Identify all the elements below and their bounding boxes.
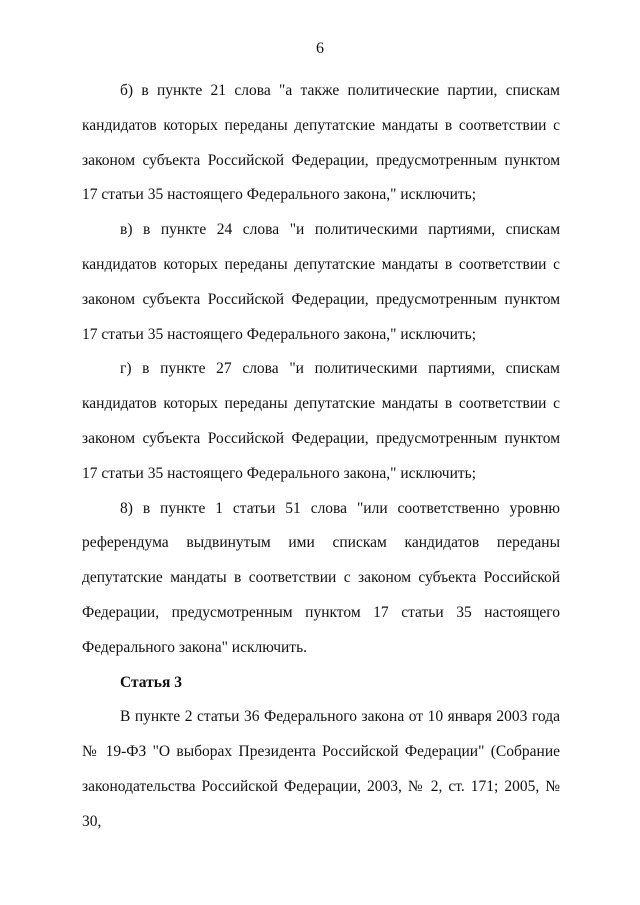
paragraph-g: г) в пункте 27 слова "и политическими партиями, спискам кандидатов которых переданы депутатские мандаты в соответствии с законом субъекта Российской Федерации, предусмотренным пунктом 17 статьи 35 настоящего Федерального закона," исключить;: [82, 360, 560, 482]
article-heading: Статья 3: [120, 673, 182, 691]
article-text: В пункте 2 статьи 36 Федерального закона от 10 января 2003 года № 19-ФЗ "О выборах Президента Российской Федерации" (Собрание законодательства Российской Федерации, 2003, № 2, ст. 171; 2005, № 30,: [82, 708, 560, 830]
page-number: 6: [316, 40, 324, 57]
paragraph-v: в) в пункте 24 слова "и политическими партиями, спискам кандидатов которых переданы депутатские мандаты в соответствии с законом субъекта Российской Федерации, предусмотренным пунктом 17 статьи 35 настоящего Федерального закона," исключить;: [82, 221, 560, 343]
document-body: [82, 74, 560, 840]
paragraph-b: б) в пункте 21 слова "а также политические партии, спискам кандидатов которых переданы депутатские мандаты в соответствии с законом субъекта Российской Федерации, предусмотренным пунктом 17 статьи 35 настоящего Федерального закона," исключить;: [82, 82, 560, 204]
paragraph-8: 8) в пункте 1 статьи 51 слова "или соответственно уровню референдума выдвинутым ими спискам кандидатов переданы депутатские мандаты в соответствии с законом субъекта Российской Федерации, предусмотренным пунктом 17 статьи 35 настоящего Федерального закона" исключить.: [82, 499, 560, 656]
